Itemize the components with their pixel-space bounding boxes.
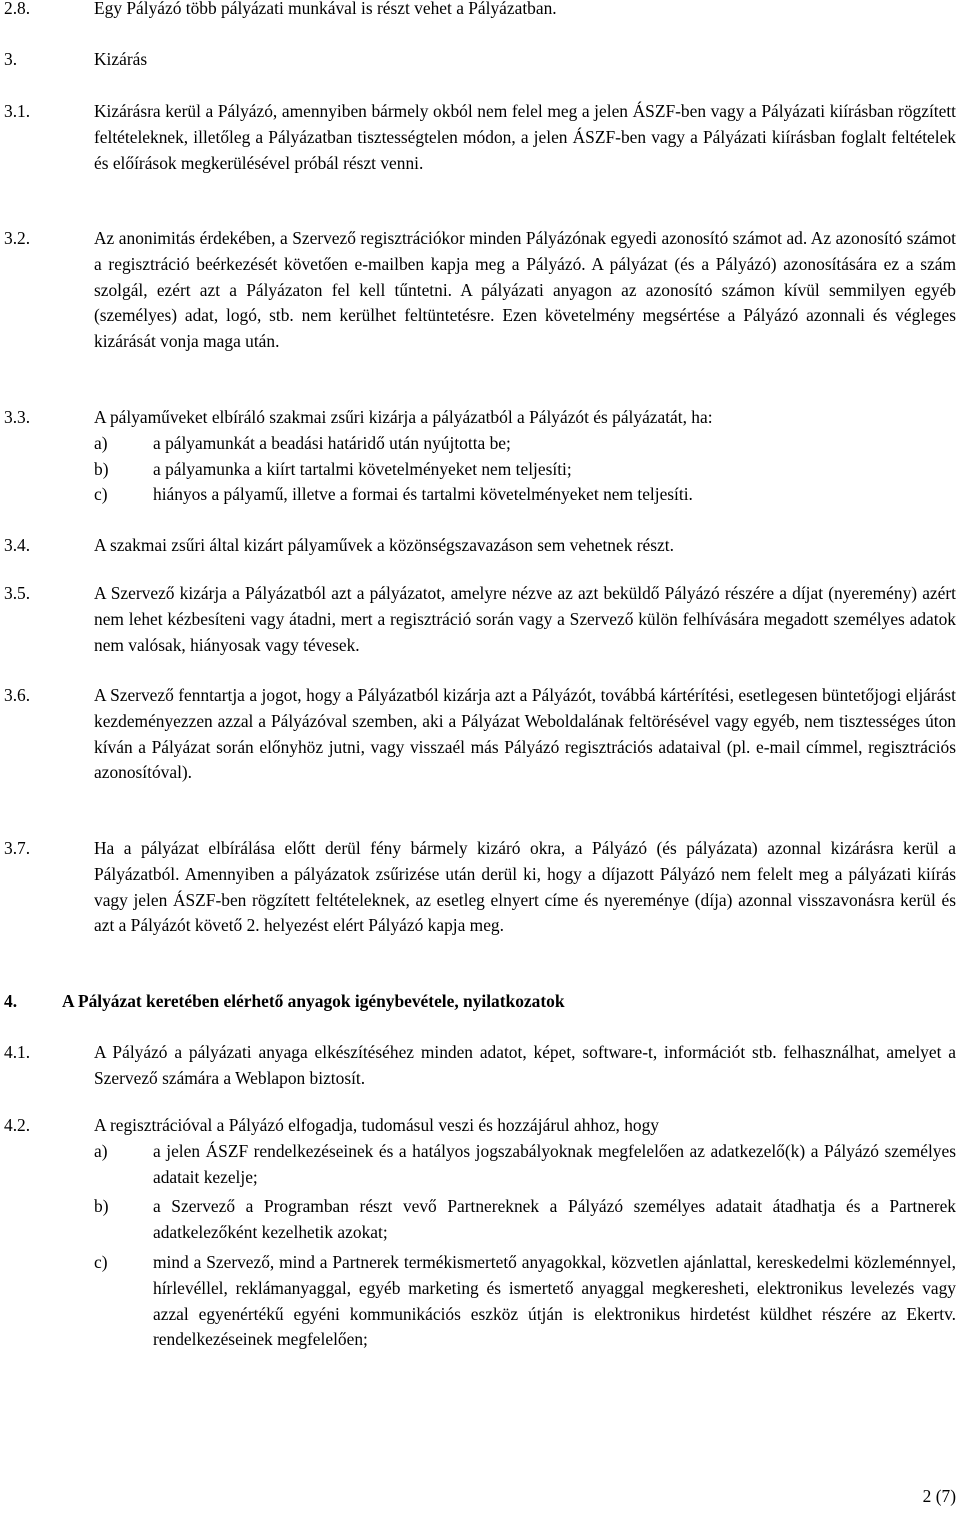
section-number: 4. bbox=[4, 991, 18, 1011]
section-number: 3. bbox=[4, 49, 18, 69]
paragraph-text: A szakmai zsűri által kizárt pályaművek a közönségszavazáson sem vehetnek részt. bbox=[94, 535, 674, 555]
paragraph-text: A Pályázó a pályázati anyaga elkészítéséhez minden adatot, képet, software-t, információt stb. felhasználhat, amelyet a Szervező számára a Weblapon biztosít. bbox=[94, 1042, 956, 1088]
paragraph-text: Kizárásra kerül a Pályázó, amennyiben bármely okból nem felel meg a jelen ÁSZF-ben vagy a Pályázati kiírásban rögzített feltételeknek, illetőleg a Pályázatban tisztességtelen módon, a jelen ÁSZF-ben vagy a Pályázati kiírásban foglalt feltételek és előírások megkerülésével próbál részt venni. bbox=[94, 101, 956, 173]
list-item bbox=[0, 457, 956, 483]
paragraph-text: Egy Pályázó több pályázati munkával is részt vehet a Pályázatban. bbox=[94, 0, 557, 18]
paragraph-2-8 bbox=[0, 0, 956, 22]
section-title: Kizárás bbox=[94, 49, 148, 69]
paragraph-number: 3.3. bbox=[4, 407, 31, 427]
paragraph-text: A Szervező kizárja a Pályázatból azt a pályázatot, amelyre nézve az azt beküldő Pályázó részére a díjat (nyeremény) azért nem lehet kézbesíteni vagy átadni, mert a regisztráció során vagy a Szervező külön felhívására megadott személyes adatok nem valósak, hiányosak vagy tévesek. bbox=[94, 583, 956, 655]
section-heading-4 bbox=[0, 989, 956, 1015]
paragraph-number: 4.1. bbox=[4, 1042, 31, 1062]
paragraph-number: 3.7. bbox=[4, 838, 31, 858]
paragraph-3-6 bbox=[0, 683, 956, 786]
paragraph-4-2 bbox=[0, 1113, 956, 1353]
list-item-text: a Szervező a Programban részt vevő Partnereknek a Pályázó személyes adatait átadhatja és a Partnerek adatkelezőként kezelhetik azokat; bbox=[153, 1196, 956, 1243]
list-item-text: a pályamunkát a beadási határidő után nyújtotta be; bbox=[153, 432, 511, 453]
list-item-label: a) bbox=[94, 432, 108, 453]
paragraph-text: A Szervező fenntartja a jogot, hogy a Pályázatból kizárja azt a Pályázót, továbbá kártérítési, esetlegesen büntetőjogi eljárást kezdeményezzen azzal a Pályázóval szemben, aki a Pályázat Weboldalának feltörésével vagy egyéb, nem tisztességes úton kíván a Pályázat során előnyhöz jutni, vagy visszaél más Pályázó regisztrációs adataival (pl. e-mail címmel, regisztrációs azonosítóval). bbox=[94, 685, 956, 783]
paragraph-text: Ha a pályázat elbírálása előtt derül fény bármely kizáró okra, a Pályázó (és pályázata) azonnal kizárásra kerül a Pályázatból. Amennyiben a pályázatok zsűrizése után derül ki, hogy a díjazott Pályázó nem felelt meg a pályázati kiírás vagy jelen ÁSZF-ben rögzített feltételeknek, az esetleg elnyert címe és nyereménye (díja) azonnal visszavonásra kerül és azt a Pályázót követő 2. helyezést elért Pályázó kapja meg. bbox=[94, 838, 956, 936]
section-title: A Pályázat keretében elérhető anyagok igénybevétele, nyilatkozatok bbox=[62, 991, 565, 1011]
list-item-text: mind a Szervező, mind a Partnerek termékismertető anyagokkal, közvetlen ajánlattal, kereskedelmi közleménnyel, hírlevéllel, reklámanyaggal, egyéb marketing és ismertető anyaggal megkeresheti, elektronikus levelezés vagy azzal egyenértékű egyéni kommunikációs eszköz útján is elektronikus hirdetést küldhet részére az Ekertv. rendelkezéseinek megfelelően; bbox=[153, 1251, 956, 1350]
paragraph-number: 3.5. bbox=[4, 583, 31, 603]
paragraph-text: A regisztrációval a Pályázó elfogadja, tudomásul veszi és hozzájárul ahhoz, hogy bbox=[94, 1115, 659, 1135]
list-item-label: b) bbox=[94, 458, 109, 479]
list-item bbox=[0, 1139, 956, 1191]
list-item-label: c) bbox=[94, 484, 108, 505]
paragraph-number: 3.1. bbox=[4, 101, 31, 121]
paragraph-3-2 bbox=[0, 226, 956, 355]
list-item-label: c) bbox=[94, 1251, 108, 1272]
list-item-text: hiányos a pályamű, illetve a formai és tartalmi követelményeket nem teljesíti. bbox=[153, 484, 693, 505]
list-item-label: b) bbox=[94, 1196, 109, 1217]
paragraph-number: 2.8. bbox=[4, 0, 31, 18]
list-item-text: a pályamunka a kiírt tartalmi követelményeket nem teljesíti; bbox=[153, 458, 572, 479]
list-item bbox=[0, 482, 956, 508]
paragraph-text: Az anonimitás érdekében, a Szervező regisztrációkor minden Pályázónak egyedi azonosító számot ad. Az azonosító számot a regisztráció beérkezését követően e-mailben kapja meg a Pályázó. A pályázat (és a Pályázó) azonosítására ez a szám szolgál, ezért azt a Pályázaton fel kell tűntetni. A pályázati anyagon az azonosító számon kívül semmilyen egyéb (személyes) adat, logó, stb. nem kerülhet feltüntetésre. Ezen követelmény megsértése a Pályázó azonnali és végleges kizárását vonja maga után. bbox=[94, 228, 956, 352]
paragraph-number: 3.4. bbox=[4, 535, 31, 555]
list-item bbox=[0, 431, 956, 457]
paragraph-4-1 bbox=[0, 1040, 956, 1092]
paragraph-number: 4.2. bbox=[4, 1115, 31, 1135]
paragraph-3-4 bbox=[0, 533, 956, 559]
list-item bbox=[0, 1250, 956, 1353]
paragraph-3-7 bbox=[0, 836, 956, 939]
paragraph-number: 3.2. bbox=[4, 228, 31, 248]
paragraph-text: A pályaműveket elbíráló szakmai zsűri kizárja a pályázatból a Pályázót és pályázatát, ha: bbox=[94, 407, 713, 427]
page-number: 2 (7) bbox=[922, 1486, 956, 1506]
section-heading-3 bbox=[0, 47, 956, 73]
paragraph-3-3 bbox=[0, 405, 956, 508]
paragraph-3-5 bbox=[0, 581, 956, 658]
list-item bbox=[0, 1194, 956, 1246]
list-item-label: a) bbox=[94, 1140, 108, 1161]
list-item-text: a jelen ÁSZF rendelkezéseinek és a hatályos jogszabályoknak megfelelően az adatkezelő(k) a Pályázó személyes adatait kezelje; bbox=[153, 1140, 956, 1187]
paragraph-number: 3.6. bbox=[4, 685, 31, 705]
paragraph-3-1 bbox=[0, 99, 956, 176]
